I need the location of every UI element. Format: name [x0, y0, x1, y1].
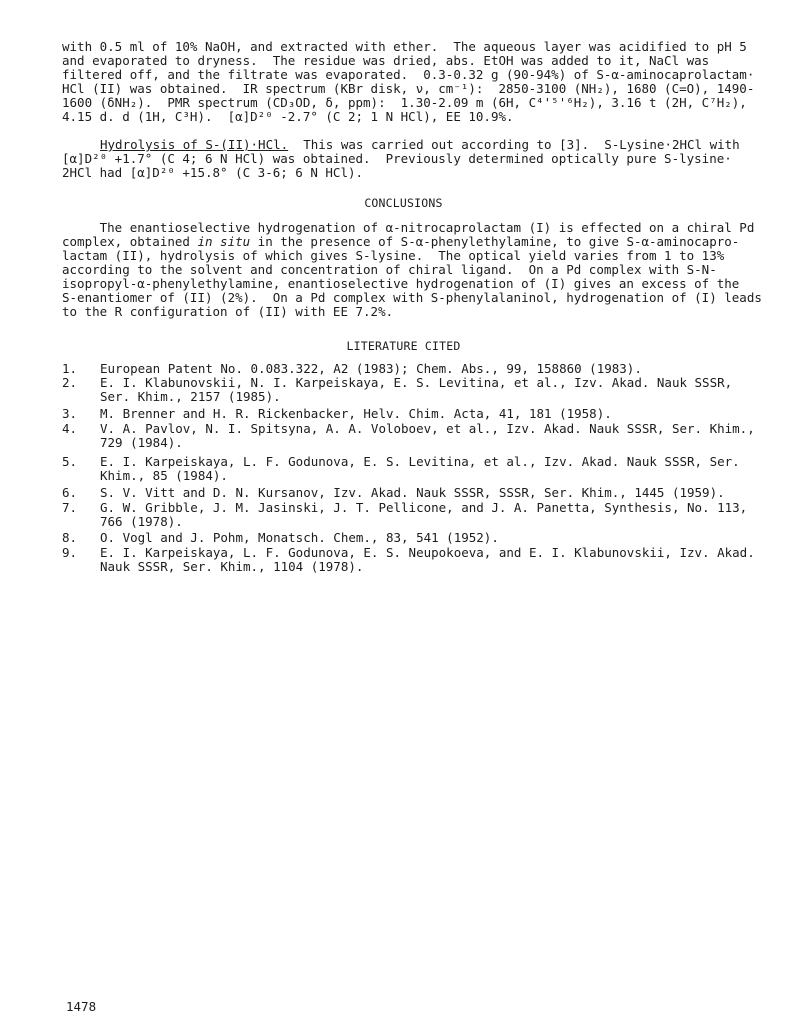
reference-text: E. I. Karpeiskaya, L. F. Godunova, E. S. Neupokoeva, and E. I. Klabunovskii, Izv. Akad. — [100, 545, 755, 560]
reference-number: 4. — [62, 421, 78, 436]
body-line: with 0.5 ml of 10% NaOH, and extracted with ether. The aqueous layer was acidified to pH 5 — [62, 39, 747, 54]
reference-text: G. W. Gribble, J. M. Jasinski, J. T. Pellicone, and J. A. Panetta, Synthesis, No. 113, — [100, 500, 748, 515]
in-situ-italic: in situ — [197, 234, 251, 249]
body-line: 1600 (δNH₂). PMR spectrum (CD₃OD, δ, ppm): 1.30-2.09 m (6H, C⁴'⁵'⁶H₂), 3.16 t (2H, C⁷H₂), — [62, 95, 747, 110]
reference-text: O. Vogl and J. Pohm, Monatsch. Chem., 83, 541 (1952). — [100, 530, 499, 545]
reference-text: 766 (1978). — [100, 514, 183, 529]
hydrolysis-first-line — [100, 138, 740, 152]
reference-number: 3. — [62, 406, 78, 421]
conclusions-line: to the R configuration of (II) with EE 7.2%. — [62, 304, 394, 319]
conclusions-line: according to the solvent and concentration of chiral ligand. On a Pd complex with S-N- — [62, 262, 717, 277]
conclusions-line: The enantioselective hydrogenation of α-nitrocaprolactam (I) is effected on a chiral Pd — [62, 220, 755, 235]
reference-text: V. A. Pavlov, N. I. Spitsyna, A. A. Voloboev, et al., Izv. Akad. Nauk SSSR, Ser. Khim., — [100, 421, 755, 436]
body-line: [α]D²⁰ +1.7° (C 4; 6 N HCl) was obtained. Previously determined optically pure S-lysine· — [62, 151, 732, 166]
conclusions-line: lactam (II), hydrolysis of which gives S-lysine. The optical yield varies from 1 to 13% — [62, 248, 725, 263]
reference-number: 6. — [62, 485, 78, 500]
reference-text: Khim., 85 (1984). — [100, 468, 228, 483]
reference-number: 1. — [62, 361, 78, 376]
body-line: 4.15 d. d (1H, C³H). [α]D²⁰ -2.7° (C 2; 1 N HCl), EE 10.9%. — [62, 109, 514, 124]
reference-number: 8. — [62, 530, 78, 545]
literature-heading: LITERATURE CITED — [346, 339, 461, 353]
reference-text: S. V. Vitt and D. N. Kursanov, Izv. Akad. Nauk SSSR, SSSR, Ser. Khim., 1445 (1959). — [100, 485, 725, 500]
body-line: 2HCl had [α]D²⁰ +15.8° (C 3-6; 6 N HCl). — [62, 165, 364, 180]
reference-number: 5. — [62, 454, 78, 469]
hydrolysis-text: This was carried out according to [3]. S-Lysine·2HCl with — [288, 137, 740, 152]
hydrolysis-title: Hydrolysis of S-(II)·HCl. — [100, 137, 289, 152]
conclusions-line: S-enantiomer of (II) (2%). On a Pd complex with S-phenylalaninol, hydrogenation of (I) leads — [62, 290, 762, 305]
reference-number: 2. — [62, 375, 78, 390]
conclusions-heading: CONCLUSIONS — [364, 196, 443, 210]
reference-text: E. I. Klabunovskii, N. I. Karpeiskaya, E. S. Levitina, et al., Izv. Akad. Nauk SSSR, — [100, 375, 733, 390]
reference-text: M. Brenner and H. R. Rickenbacker, Helv. Chim. Acta, 41, 181 (1958). — [100, 406, 612, 421]
conclusions-line: isopropyl-α-phenylethylamine, enantioselective hydrogenation of (I) gives an excess of the — [62, 276, 740, 291]
reference-text: Ser. Khim., 2157 (1985). — [100, 389, 281, 404]
reference-text: European Patent No. 0.083.322, A2 (1983); Chem. Abs., 99, 158860 (1983). — [100, 361, 642, 376]
reference-text: E. I. Karpeiskaya, L. F. Godunova, E. S. Levitina, et al., Izv. Akad. Nauk SSSR, Ser. — [100, 454, 740, 469]
body-line: and evaporated to dryness. The residue was dried, abs. EtOH was added to it, NaCl was — [62, 53, 710, 68]
reference-text: Nauk SSSR, Ser. Khim., 1104 (1978). — [100, 559, 364, 574]
reference-number: 7. — [62, 500, 78, 515]
conclusions-line: complex, obtained in situ in the presence of S-α-phenylethylamine, to give S-α-aminocapro- — [62, 234, 740, 249]
reference-text: 729 (1984). — [100, 435, 183, 450]
page-number: 1478 — [66, 999, 97, 1014]
body-line: HCl (II) was obtained. IR spectrum (KBr disk, ν, cm⁻¹): 2850-3100 (NH₂), 1680 (C=O), 1490- — [62, 81, 755, 96]
body-line: filtered off, and the filtrate was evaporated. 0.3-0.32 g (90-94%) of S-α-aminocaprolactam· — [62, 67, 755, 82]
reference-number: 9. — [62, 545, 78, 560]
